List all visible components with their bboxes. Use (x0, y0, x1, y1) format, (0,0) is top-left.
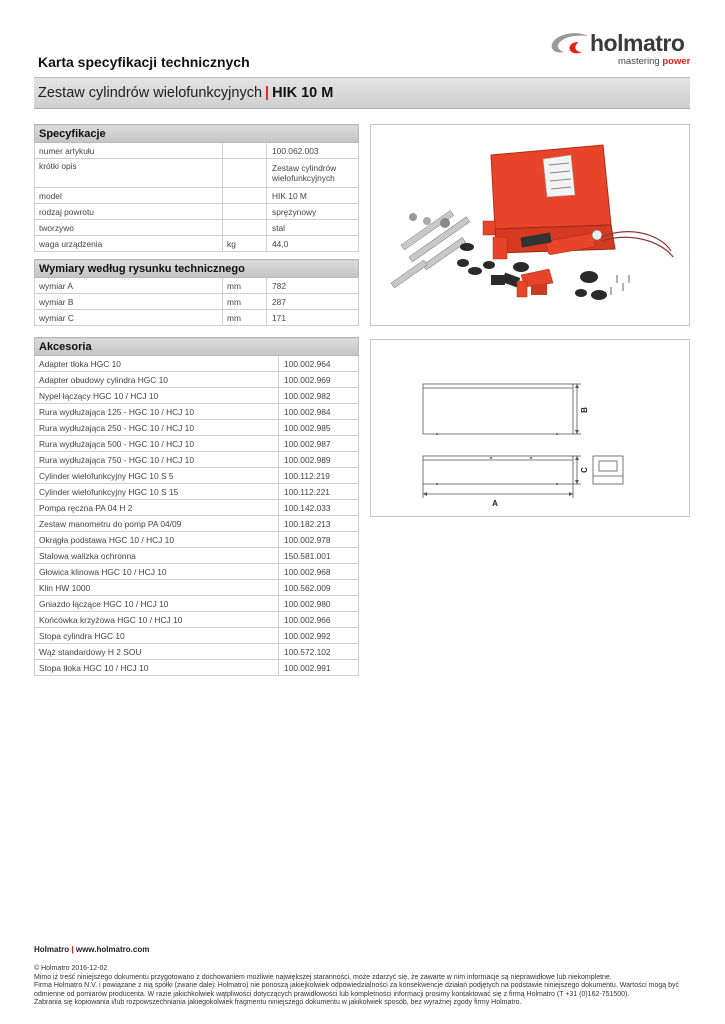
accessory-name: Stopa tłoka HGC 10 / HCJ 10 (35, 660, 279, 676)
table-row (35, 356, 359, 372)
dim-unit: mm (223, 310, 267, 326)
product-image (370, 124, 690, 326)
accessory-code: 100.112.221 (279, 484, 359, 500)
accessory-code: 100.002.985 (279, 420, 359, 436)
legal-text-3: Zabrania się kopiowania i/lub rozpowszechniania jakiegokolwiek fragmentu niniejszego dokumentu w jakikolwiek sposób, bez wyraźnej zgody firmy Holmatro. (34, 999, 522, 1007)
spec-label: numer artykułu (35, 143, 223, 159)
accessory-name: Rura wydłużająca 125 - HGC 10 / HCJ 10 (35, 404, 279, 420)
table-row (35, 278, 359, 294)
dim-label: wymiar B (35, 294, 223, 310)
table-row (35, 532, 359, 548)
accessory-name: Zestaw manometru do pomp PA 04/09 (35, 516, 279, 532)
accessory-name: Wąż standardowy H 2 SOU (35, 644, 279, 660)
accessory-code: 150.581.001 (279, 548, 359, 564)
logo-wordmark: holmatro (590, 30, 685, 56)
product-model: HIK 10 M (272, 85, 334, 101)
accessory-code: 100.002.992 (279, 628, 359, 644)
accessory-name: Rura wydłużająca 750 - HGC 10 / HCJ 10 (35, 452, 279, 468)
table-row (35, 500, 359, 516)
accessory-name: Cylinder wielofunkcyjny HGC 10 S 15 (35, 484, 279, 500)
accessory-code: 100.562.009 (279, 580, 359, 596)
spec-label: waga urządzenia (35, 236, 223, 252)
footer-url[interactable]: www.holmatro.com (75, 945, 150, 954)
dimension-drawing (371, 340, 689, 516)
accessory-code: 100.142.033 (279, 500, 359, 516)
product-name: Zestaw cylindrów wielofunkcyjnych (38, 85, 263, 101)
table-row (35, 204, 359, 220)
dims-title: Wymiary według rysunku technicznego (35, 260, 359, 278)
table-row (35, 388, 359, 404)
table-row (35, 580, 359, 596)
spec-value: 44,0 (267, 236, 359, 252)
table-row (35, 628, 359, 644)
table-row (35, 660, 359, 676)
accessory-name: Gniazdo łączące HGC 10 / HCJ 10 (35, 596, 279, 612)
logo-tag-bold: power (662, 56, 691, 67)
accessory-code: 100.002.989 (279, 452, 359, 468)
accessory-code: 100.002.968 (279, 564, 359, 580)
accessory-code: 100.002.982 (279, 388, 359, 404)
accessory-code: 100.112.219 (279, 468, 359, 484)
table-row (35, 188, 359, 204)
accessory-code: 100.182.213 (279, 516, 359, 532)
product-banner (34, 77, 690, 109)
table-row (35, 404, 359, 420)
spec-label: model (35, 188, 223, 204)
dimension-label-b: B (580, 407, 589, 413)
footer-separator: | (71, 945, 74, 954)
spec-value: sprężynowy (267, 204, 359, 220)
table-row (35, 310, 359, 326)
accessories-title: Akcesoria (35, 338, 359, 356)
accessory-name: Cylinder wielofunkcyjny HGC 10 S 5 (35, 468, 279, 484)
accessory-name: Okrągła podstawa HGC 10 / HCJ 10 (35, 532, 279, 548)
accessory-code: 100.002.980 (279, 596, 359, 612)
spec-unit (223, 143, 267, 159)
accessory-code: 100.002.987 (279, 436, 359, 452)
dim-value: 287 (267, 294, 359, 310)
accessory-name: Rura wydłużająca 250 - HGC 10 / HCJ 10 (35, 420, 279, 436)
accessory-name: Głowica klinowa HGC 10 / HCJ 10 (35, 564, 279, 580)
table-row (35, 236, 359, 252)
spec-unit (223, 188, 267, 204)
table-row (35, 143, 359, 159)
logo-tag-plain: mastering (618, 56, 660, 67)
spec-value: Zestaw cylindrów wielofunkcyjnych (267, 159, 359, 188)
spec-unit (223, 204, 267, 220)
dim-label: wymiar C (35, 310, 223, 326)
accessory-code: 100.002.984 (279, 404, 359, 420)
table-row (35, 516, 359, 532)
table-row (35, 452, 359, 468)
table-row (35, 484, 359, 500)
table-row (35, 548, 359, 564)
accessory-name: Adapter obudowy cylindra HGC 10 (35, 372, 279, 388)
dim-value: 171 (267, 310, 359, 326)
accessory-code: 100.002.969 (279, 372, 359, 388)
spec-table (34, 124, 359, 252)
spec-label: krótki opis (35, 159, 223, 188)
accessory-name: Adapter tłoka HGC 10 (35, 356, 279, 372)
technical-drawing (370, 339, 690, 517)
table-row (35, 372, 359, 388)
accessory-name: Końcówka krzyżowa HGC 10 / HCJ 10 (35, 612, 279, 628)
table-row (35, 612, 359, 628)
dim-value: 782 (267, 278, 359, 294)
logo-tagline (618, 56, 690, 67)
spec-value: HIK 10 M (267, 188, 359, 204)
legal-notice (34, 965, 694, 1008)
accessory-code: 100.002.978 (279, 532, 359, 548)
accessory-name: Stopa cylindra HGC 10 (35, 628, 279, 644)
accessory-code: 100.572.102 (279, 644, 359, 660)
table-row (35, 294, 359, 310)
spec-unit (223, 220, 267, 236)
table-row (35, 159, 359, 188)
document-title: Karta specyfikacji technicznych (38, 54, 250, 70)
table-row (35, 420, 359, 436)
spec-title: Specyfikacje (35, 125, 359, 143)
dimension-label-a: A (492, 499, 498, 508)
footer-brand (34, 945, 149, 954)
table-row (35, 644, 359, 660)
spec-value: stal (267, 220, 359, 236)
table-row (35, 564, 359, 580)
table-row (35, 468, 359, 484)
dimensions-table (34, 259, 359, 326)
accessory-code: 100.002.966 (279, 612, 359, 628)
table-row (35, 596, 359, 612)
accessories-table (34, 337, 359, 676)
product-kit-illustration (371, 125, 689, 325)
dimension-label-c: C (580, 467, 589, 473)
spec-label: tworzywo (35, 220, 223, 236)
spec-value: 100.062.003 (267, 143, 359, 159)
holmatro-logo (548, 30, 693, 70)
accessory-name: Nypel łączący HGC 10 / HCJ 10 (35, 388, 279, 404)
spec-unit: kg (223, 236, 267, 252)
accessory-name: Klin HW 1000 (35, 580, 279, 596)
accessory-name: Stalowa walizka ochronna (35, 548, 279, 564)
accessory-name: Pompa ręczna PA 04 H 2 (35, 500, 279, 516)
copyright: © Holmatro 2016-12-02 (34, 965, 108, 972)
accessory-name: Rura wydłużająca 500 - HGC 10 / HCJ 10 (35, 436, 279, 452)
accessory-code: 100.002.991 (279, 660, 359, 676)
table-row (35, 436, 359, 452)
dim-unit: mm (223, 278, 267, 294)
logo-swoosh-icon (548, 32, 592, 58)
accessory-code: 100.002.964 (279, 356, 359, 372)
product-separator: | (265, 85, 270, 101)
legal-text-2: Firma Holmatro N.V. i powiązane z nią spółki (zwane dalej: Holmatro) nie ponoszą jakiejkolwiek odpowiedzialności za konsekwencje działań podjętych na podstawie niniejszego dokumentu. Wartości mogą być odmienne od pomiarów producenta. W razie jakichkolwiek wątpliwości dotyczących prawidłowości lub kompletności informacji prosimy kontaktować się z firmą Holmatro (T +31 (0)162-751500). (34, 982, 679, 998)
spec-label: rodzaj powrotu (35, 204, 223, 220)
dim-label: wymiar A (35, 278, 223, 294)
footer-brand-name: Holmatro (34, 945, 70, 954)
legal-text-1: Mimo iż treść niniejszego dokumentu przygotowano z dochowaniem możliwie największej staranności, może zdarzyć się, że zawarte w nim informacje są nieprawidłowe lub niekompletne. (34, 973, 612, 981)
dim-unit: mm (223, 294, 267, 310)
table-row (35, 220, 359, 236)
spec-unit (223, 159, 267, 188)
